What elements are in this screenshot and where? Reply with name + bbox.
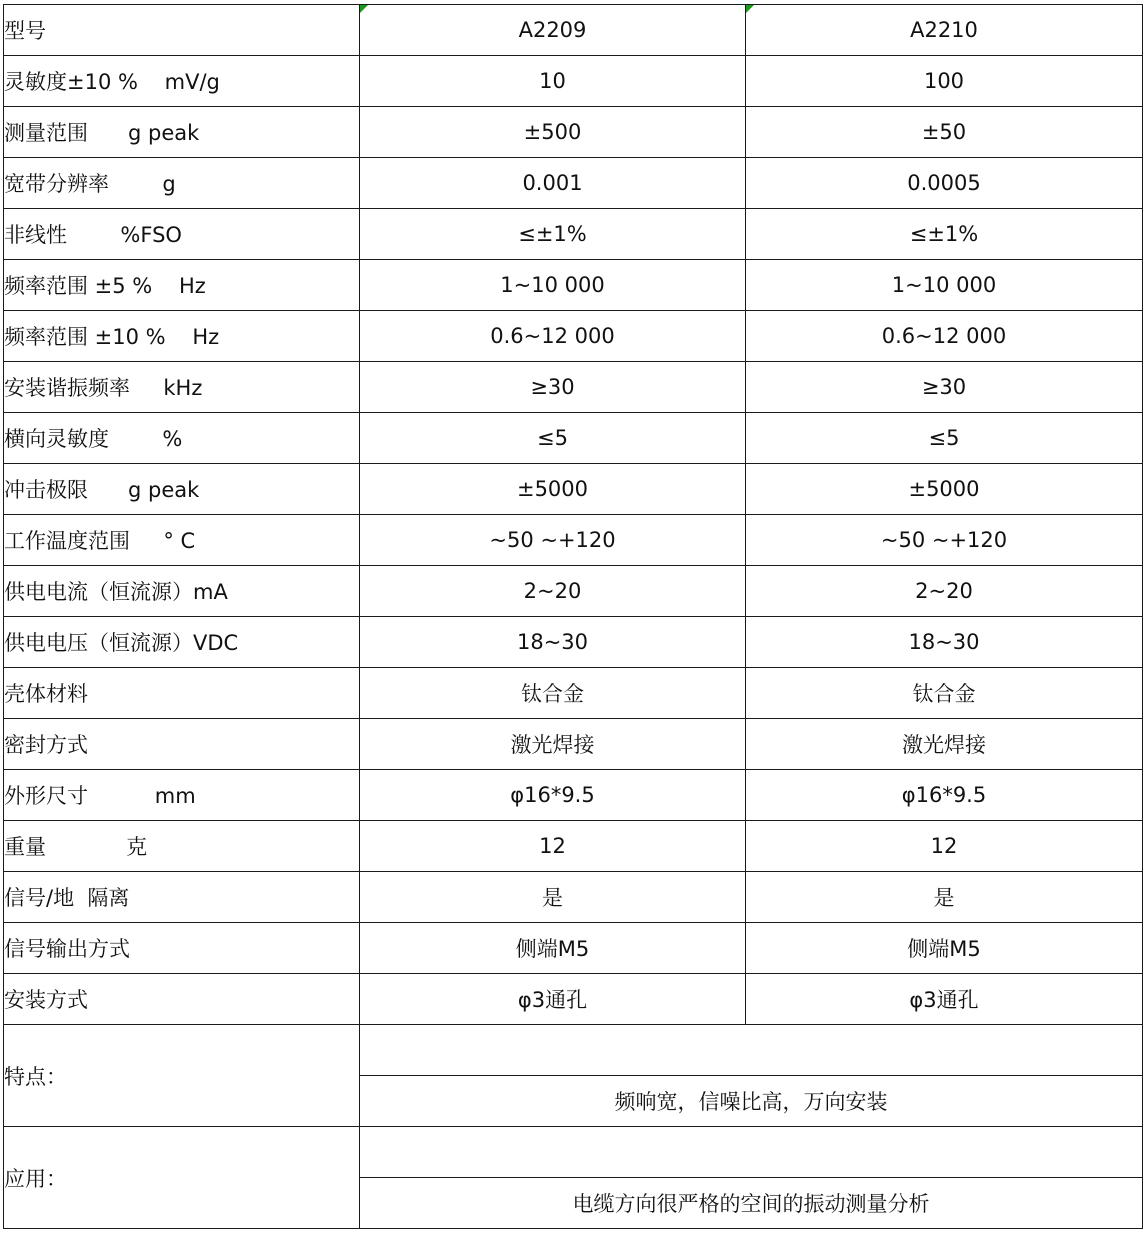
row-value-a2209: 激光焊接 xyxy=(360,719,746,770)
table-row xyxy=(4,617,1143,668)
application-text: 电缆方向很严格的空间的振动测量分析 xyxy=(360,1178,1143,1229)
table-row xyxy=(4,923,1143,974)
row-value-a2209: ≤±1% xyxy=(360,209,746,260)
row-label: 灵敏度±10 % mV/g xyxy=(4,56,360,107)
row-value-a2209: 是 xyxy=(360,872,746,923)
table-row xyxy=(4,56,1143,107)
row-value-a2209: ~50 ~+120 xyxy=(360,515,746,566)
row-label: 供电电压（恒流源）VDC xyxy=(4,617,360,668)
header-label: 型号 xyxy=(4,5,360,56)
row-value-a2210: 0.6~12 000 xyxy=(746,311,1143,362)
table-row xyxy=(4,260,1143,311)
row-label: 测量范围 g peak xyxy=(4,107,360,158)
table-row xyxy=(4,821,1143,872)
row-label: 宽带分辨率 g xyxy=(4,158,360,209)
row-value-a2209: 2~20 xyxy=(360,566,746,617)
row-value-a2210: ≤±1% xyxy=(746,209,1143,260)
row-label: 安装方式 xyxy=(4,974,360,1025)
model-b-header: A2210 xyxy=(746,5,1143,56)
header-row xyxy=(4,5,1143,56)
row-value-a2210: 2~20 xyxy=(746,566,1143,617)
row-value-a2210: 侧端M5 xyxy=(746,923,1143,974)
table-row xyxy=(4,719,1143,770)
model-a-header: A2209 xyxy=(360,5,746,56)
notes-section xyxy=(4,1025,1143,1229)
row-label: 非线性 %FSO xyxy=(4,209,360,260)
row-value-a2209: ≥30 xyxy=(360,362,746,413)
table-row xyxy=(4,413,1143,464)
features-label: 特点： xyxy=(4,1025,360,1127)
row-value-a2209: 12 xyxy=(360,821,746,872)
table-row xyxy=(4,770,1143,821)
spec-rows xyxy=(4,56,1143,1025)
row-label: 横向灵敏度 % xyxy=(4,413,360,464)
row-value-a2209: 18~30 xyxy=(360,617,746,668)
row-value-a2209: 1~10 000 xyxy=(360,260,746,311)
table-row xyxy=(4,464,1143,515)
row-value-a2210: 激光焊接 xyxy=(746,719,1143,770)
row-value-a2210: 钛合金 xyxy=(746,668,1143,719)
row-value-a2210: ≥30 xyxy=(746,362,1143,413)
row-label: 信号输出方式 xyxy=(4,923,360,974)
row-label: 工作温度范围 ° C xyxy=(4,515,360,566)
row-value-a2209: 0.001 xyxy=(360,158,746,209)
row-value-a2210: 0.0005 xyxy=(746,158,1143,209)
row-value-a2209: 0.6~12 000 xyxy=(360,311,746,362)
table-row xyxy=(4,107,1143,158)
row-value-a2210: 1~10 000 xyxy=(746,260,1143,311)
row-value-a2209: φ16*9.5 xyxy=(360,770,746,821)
row-value-a2209: ±500 xyxy=(360,107,746,158)
table-row xyxy=(4,209,1143,260)
row-value-a2210: ±50 xyxy=(746,107,1143,158)
features-row-top xyxy=(4,1025,1143,1076)
table-row xyxy=(4,872,1143,923)
application-label: 应用： xyxy=(4,1127,360,1229)
row-value-a2210: ±5000 xyxy=(746,464,1143,515)
row-label: 频率范围 ±10 % Hz xyxy=(4,311,360,362)
row-label: 信号/地 隔离 xyxy=(4,872,360,923)
table-row xyxy=(4,515,1143,566)
table-row xyxy=(4,974,1143,1025)
row-value-a2210: 是 xyxy=(746,872,1143,923)
row-label: 壳体材料 xyxy=(4,668,360,719)
row-label: 安装谐振频率 kHz xyxy=(4,362,360,413)
row-label: 密封方式 xyxy=(4,719,360,770)
row-value-a2209: 10 xyxy=(360,56,746,107)
row-value-a2209: ≤5 xyxy=(360,413,746,464)
row-label: 外形尺寸 mm xyxy=(4,770,360,821)
row-value-a2210: 100 xyxy=(746,56,1143,107)
table-row xyxy=(4,158,1143,209)
row-value-a2210: 12 xyxy=(746,821,1143,872)
row-label: 供电电流（恒流源）mA xyxy=(4,566,360,617)
row-value-a2210: φ3通孔 xyxy=(746,974,1143,1025)
row-label: 重量 克 xyxy=(4,821,360,872)
row-value-a2210: ~50 ~+120 xyxy=(746,515,1143,566)
row-value-a2209: 钛合金 xyxy=(360,668,746,719)
features-text: 频响宽，信噪比高，万向安装 xyxy=(360,1076,1143,1127)
application-blank-cell xyxy=(360,1127,1143,1178)
row-value-a2210: φ16*9.5 xyxy=(746,770,1143,821)
row-value-a2209: ±5000 xyxy=(360,464,746,515)
table-row xyxy=(4,566,1143,617)
row-value-a2210: 18~30 xyxy=(746,617,1143,668)
row-value-a2209: φ3通孔 xyxy=(360,974,746,1025)
row-value-a2210: ≤5 xyxy=(746,413,1143,464)
row-label: 频率范围 ±5 % Hz xyxy=(4,260,360,311)
spec-table xyxy=(3,4,1143,1229)
row-label: 冲击极限 g peak xyxy=(4,464,360,515)
spec-table-body xyxy=(4,5,1143,56)
application-row-top xyxy=(4,1127,1143,1178)
table-row xyxy=(4,362,1143,413)
table-row xyxy=(4,668,1143,719)
row-value-a2209: 侧端M5 xyxy=(360,923,746,974)
table-row xyxy=(4,311,1143,362)
features-blank-cell xyxy=(360,1025,1143,1076)
